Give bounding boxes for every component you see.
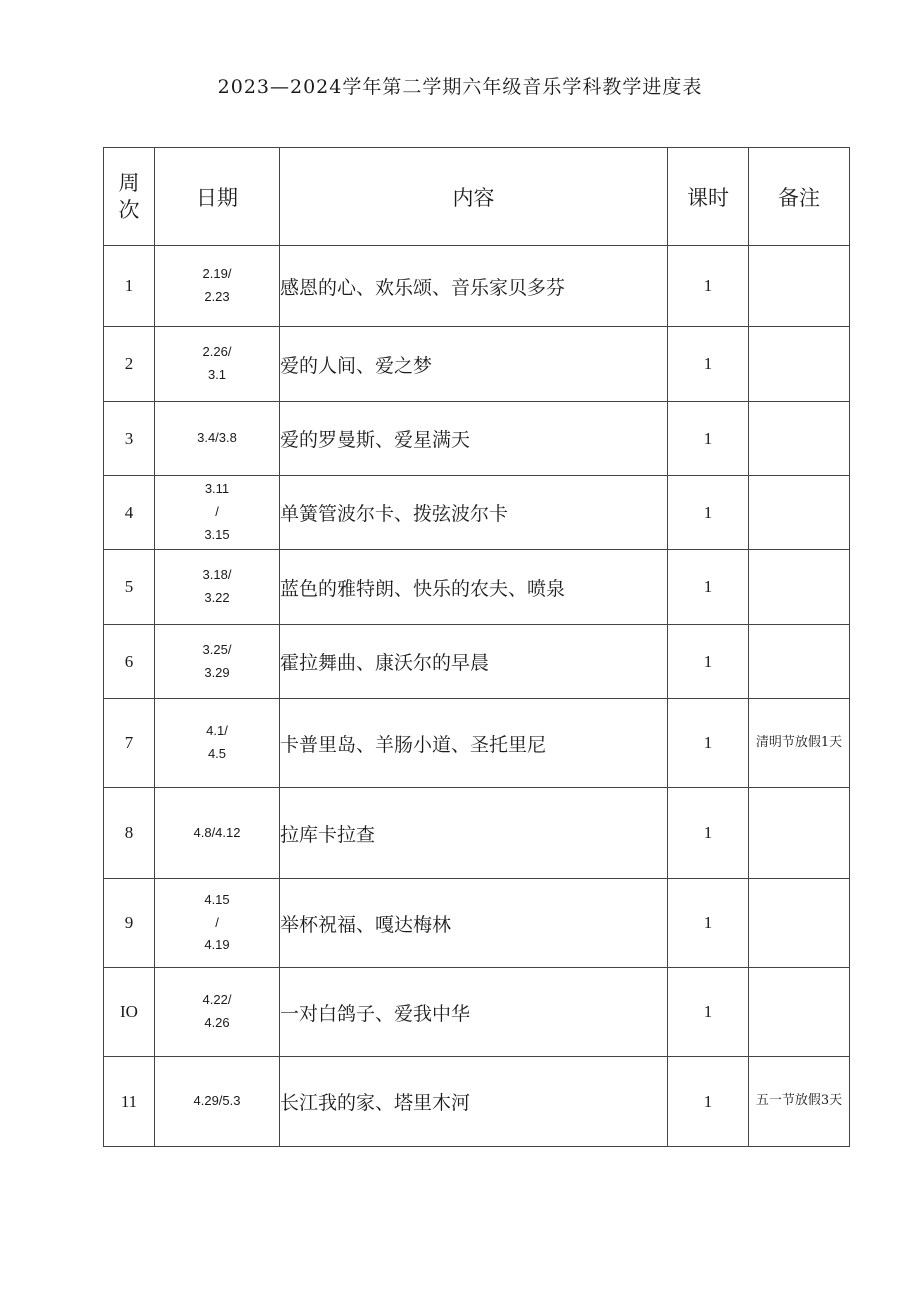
lesson-content: 单簧管波尔卡、拨弦波尔卡 (280, 476, 668, 550)
lesson-hours: 1 (668, 879, 749, 968)
date-range (155, 788, 280, 879)
date-line: 4.29/5.3 (193, 1093, 241, 1109)
schedule-table (103, 147, 850, 1147)
header-week (104, 148, 155, 246)
lesson-content: 一对白鸽子、爱我中华 (280, 968, 668, 1057)
date-range (155, 246, 280, 327)
week-number: 2 (104, 327, 155, 402)
lesson-hours: 1 (668, 788, 749, 879)
date-line: 4.15 (204, 891, 230, 907)
lesson-content: 卡普里岛、羊肠小道、圣托里尼 (280, 699, 668, 788)
table-row (104, 246, 850, 327)
date-line: 4.1/ (206, 723, 228, 739)
table-row (104, 402, 850, 476)
date-range (155, 699, 280, 788)
date-range (155, 550, 280, 625)
note-cell: 清明节放假1天 (749, 699, 850, 788)
date-line: / (215, 504, 219, 520)
date-line: 3.4/3.8 (197, 430, 237, 446)
lesson-content: 霍拉舞曲、康沃尔的早晨 (280, 625, 668, 699)
note-cell: 五一节放假3天 (749, 1057, 850, 1147)
note-cell (749, 246, 850, 327)
date-range (155, 879, 280, 968)
lesson-hours: 1 (668, 402, 749, 476)
week-number: 7 (104, 699, 155, 788)
date-range (155, 327, 280, 402)
date-line: 3.18/ (202, 567, 232, 583)
note-cell (749, 879, 850, 968)
date-line: 3.29 (204, 664, 230, 680)
lesson-hours: 1 (668, 246, 749, 327)
note-cell (749, 476, 850, 550)
date-line: / (215, 914, 219, 930)
date-line: 2.19/ (202, 266, 232, 282)
lesson-hours: 1 (668, 327, 749, 402)
note-cell (749, 788, 850, 879)
header-hours: 课时 (668, 148, 749, 246)
week-number: 9 (104, 879, 155, 968)
week-number: 11 (104, 1057, 155, 1147)
date-line: 3.22 (204, 590, 230, 605)
date-line: 2.26/ (202, 344, 232, 360)
header-week-bottom: 次 (118, 197, 140, 222)
page-title: 2023—2024学年第二学期六年级音乐学科教学进度表 (217, 76, 703, 98)
lesson-hours: 1 (668, 550, 749, 625)
week-number: IO (104, 968, 155, 1057)
table-row (104, 699, 850, 788)
lesson-content: 感恩的心、欢乐颂、音乐家贝多芬 (280, 246, 668, 327)
table-row (104, 968, 850, 1057)
date-line: 4.26 (204, 1015, 230, 1030)
note-cell (749, 402, 850, 476)
header-row (104, 148, 850, 246)
date-line: 3.25/ (202, 641, 232, 657)
date-line: 3.11 (204, 481, 230, 497)
lesson-content: 蓝色的雅特朗、快乐的农夫、喷泉 (280, 550, 668, 625)
header-note: 备注 (749, 148, 850, 246)
date-line: 2.23 (204, 289, 230, 304)
note-cell (749, 550, 850, 625)
note-cell (749, 327, 850, 402)
lesson-content: 拉库卡拉查 (280, 788, 668, 879)
date-range (155, 1057, 280, 1147)
date-range (155, 402, 280, 476)
week-number: 1 (104, 246, 155, 327)
note-cell (749, 625, 850, 699)
schedule-body (104, 246, 850, 1147)
lesson-content: 爱的人间、爱之梦 (280, 327, 668, 402)
date-line: 4.8/4.12 (193, 824, 241, 840)
lesson-content: 长江我的家、塔里木河 (280, 1057, 668, 1147)
table-row (104, 327, 850, 402)
week-number: 4 (104, 476, 155, 550)
header-week-top: 周 (118, 171, 140, 196)
date-line: 4.5 (207, 746, 227, 761)
week-number: 6 (104, 625, 155, 699)
header-date: 日期 (155, 148, 280, 246)
table-row (104, 625, 850, 699)
date-range (155, 625, 280, 699)
lesson-hours: 1 (668, 1057, 749, 1147)
lesson-content: 举杯祝福、嘎达梅林 (280, 879, 668, 968)
lesson-content: 爱的罗曼斯、爱星满天 (280, 402, 668, 476)
date-line: 4.22/ (202, 992, 232, 1008)
table-row (104, 788, 850, 879)
lesson-hours: 1 (668, 625, 749, 699)
lesson-hours: 1 (668, 699, 749, 788)
lesson-hours: 1 (668, 968, 749, 1057)
table-row (104, 879, 850, 968)
week-number: 8 (104, 788, 155, 879)
header-content: 内容 (280, 148, 668, 246)
date-range (155, 968, 280, 1057)
table-row (104, 550, 850, 625)
week-number: 5 (104, 550, 155, 625)
date-range (155, 476, 280, 550)
note-cell (749, 968, 850, 1057)
table-row (104, 476, 850, 550)
table-row (104, 1057, 850, 1147)
lesson-hours: 1 (668, 476, 749, 550)
date-line: 3.15 (204, 526, 230, 542)
week-number: 3 (104, 402, 155, 476)
date-line: 3.1 (207, 367, 227, 382)
date-line: 4.19 (204, 937, 230, 953)
